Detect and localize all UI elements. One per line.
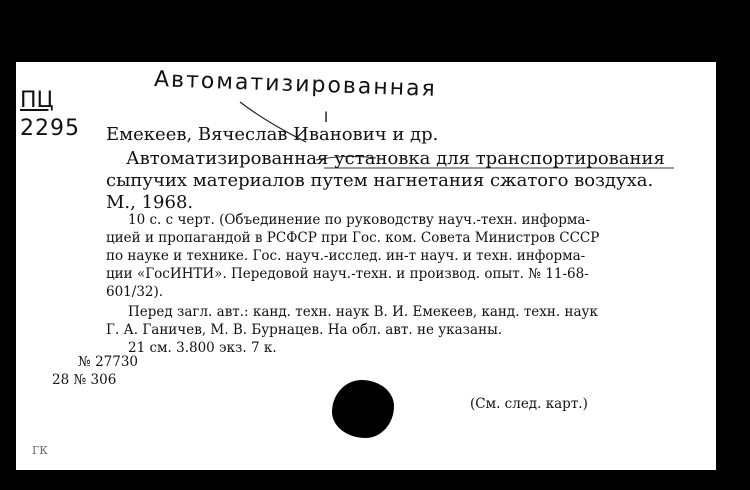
notes-line-3: по науке и технике. Гос. науч.-исслед. ин-т науч. и техн. информа-	[106, 248, 586, 264]
handwritten-roman-numeral: I	[324, 110, 329, 126]
handwritten-title: Автоматизированная	[153, 67, 438, 102]
authors-note-line-1: Перед загл. авт.: канд. техн. наук В. И. Емекеев, канд. техн. наук	[128, 304, 598, 320]
handwritten-index-bottom: 2295	[20, 116, 80, 141]
corner-mark: ГК	[32, 444, 48, 457]
title-line-2: сыпучих материалов путем нагнетания сжатого воздуха.	[106, 170, 654, 191]
title-line-1: Автоматизированная установка для транспортирования	[126, 148, 665, 169]
notes-line-4: ции «ГосИНТИ». Передовой науч.-техн. и производ. опыт. № 11-68-	[106, 266, 589, 282]
ink-blot	[332, 380, 394, 438]
author-line: Емекеев, Вячеслав Иванович и др.	[106, 124, 439, 145]
registry-number-1: № 27730	[78, 354, 139, 370]
notes-line-5: 601/32).	[106, 284, 164, 300]
size-line: 21 см. 3.800 экз. 7 к.	[128, 340, 277, 356]
continued-note: (См. след. карт.)	[470, 396, 588, 412]
notes-line-1: 10 с. с черт. (Объединение по руководству науч.-техн. информа-	[128, 212, 591, 228]
notes-line-2: цией и пропагандой в РСФСР при Гос. ком. Совета Министров СССР	[106, 230, 600, 246]
authors-note-line-2: Г. А. Ганичев, М. В. Бурнацев. На обл. авт. не указаны.	[106, 322, 503, 338]
handwritten-index-top: ПЦ	[20, 88, 54, 113]
catalog-card	[16, 62, 716, 470]
title-line-3: М., 1968.	[106, 192, 194, 213]
registry-number-2: 28 № 306	[52, 372, 117, 388]
